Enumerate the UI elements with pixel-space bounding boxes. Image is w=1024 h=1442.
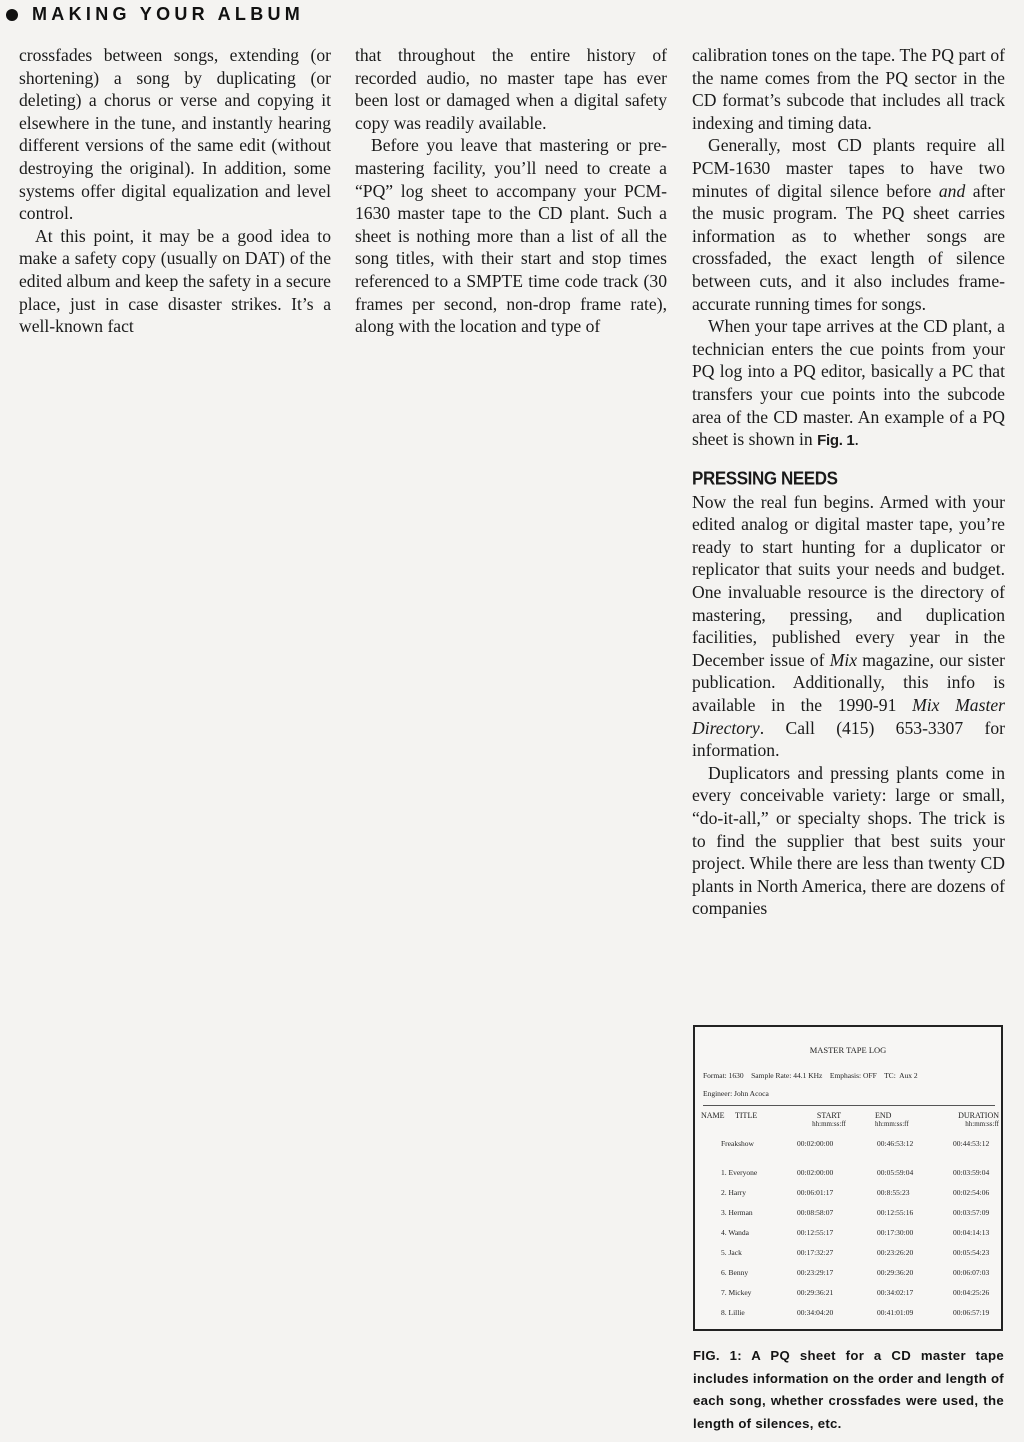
figure-reference: Fig. 1 (817, 432, 855, 450)
column-1 (19, 44, 331, 338)
figure-format-info: Format: 1630 Sample Rate: 44.1 KHz Emphasis: OFF TC: Aux 2 (703, 1071, 918, 1080)
paragraph: At this point, it may be a good idea to make a safety copy (usually on DAT) of the edited album and keep the safety in a secure place, just in case disaster strikes. It’s a well-known fact (19, 225, 331, 337)
paragraph: that throughout the entire history of recorded audio, no master tape has ever been lost or damaged when a digital safety copy was readily available. (355, 45, 667, 133)
section-heading: PRESSING NEEDS (692, 467, 838, 489)
running-head (6, 4, 304, 25)
column-3 (692, 44, 1005, 920)
column-2 (355, 44, 667, 338)
paragraph: When your tape arrives at the CD plant, a technician enters the cue points from your PQ log into a PQ editor, basically a PC that transfers your cue points into the subcode area of the CD master. An example of a PQ sheet is shown in Fig. 1. (692, 316, 1005, 450)
paragraph: Duplicators and pressing plants come in every conceivable variety: large or small, “do-it-all,” or specialty shops. The trick is to find the supplier that best suits your project. While there are less than twenty CD plants in North America, there are dozens of companies (692, 762, 1005, 919)
header-duration: DURATION hh:mm:ss:ff (958, 1111, 999, 1128)
emphasis: and (938, 180, 966, 201)
figure-title: MASTER TAPE LOG (809, 1045, 887, 1055)
running-head-text: MAKING YOUR ALBUM (32, 4, 305, 24)
paragraph: Before you leave that mastering or pre-mastering facility, you’ll need to create a “PQ” log sheet to accompany your PCM-1630 master tape to the CD plant. Such a sheet is nothing more than a list of all the song titles, with their start and stop times referenced to a SMPTE time code track (30 frames per second, non-drop frame rate), along with the location and type of (355, 135, 667, 337)
bullet-icon (6, 9, 18, 21)
figure-engineer: Engineer: John Acoca (703, 1089, 769, 1098)
header-title: TITLE (735, 1111, 758, 1120)
header-start: START hh:mm:ss:ff (812, 1111, 846, 1128)
divider (703, 1105, 995, 1106)
paragraph: Generally, most CD plants require all PCM-1630 master tapes to have two minutes of digital silence before and after the music program. The PQ sheet carries information as to whether songs are crossfaded, the exact length of silence between cuts, and it also includes frame-accurate running times for songs. (692, 135, 1006, 314)
paragraph: crossfades between songs, extending (or shortening) a song by duplicating (or deleting) a chorus or verse and copying it elsewhere in the tune, and instantly hearing different versions of the same edit (without destroying the original). In addition, some systems offer digital equalization and level control. (19, 45, 331, 224)
header-end: END hh:mm:ss:ff (875, 1111, 909, 1128)
paragraph: calibration tones on the tape. The PQ part of the name comes from the PQ sector in the CD format’s subcode that includes all track indexing and timing data. (692, 45, 1005, 133)
master-tape-log-figure: MASTER TAPE LOG Format: 1630 Sample Rate: 44.1 KHz Emphasis: OFF TC: Aux 2 Engineer: John Acoca NAME TITLE START hh:mm:ss:ff END hh:mm:ss:ff DURATION hh:mm:ss:ff Freakshow 00:02:00:00 00:46:53:12 00:44:53:12 1. Everyone 00:02:00:00 00:05:59:04 00:03:59:04 2. Harry 00:06:01:17 00:8:55:23 00:02:54:06 3. Herman 00:08:58:07 00:12:55:16 00:03:57:09 4. Wanda 00:12:55:17 00:17:30:00 00:04:14:13 5. Jack 00:17:32:27 00:23:26:20 00:05:54:23 6. Benny 00:23:29:17 00:29:36:20 00:06:07:03 7. Mickey 00:29:36:21 00:34:02:17 00:04:25:26 8. Lillie 00:34:04:20 00:41:01:09 00:06:57:19 (693, 1025, 1003, 1331)
paragraph: Now the real fun begins. Armed with your edited analog or digital master tape, you’re ready to start hunting for a duplicator or replicator that suits your needs and budget. One invaluable resource is the directory of mastering, pressing, and duplication facilities, published every year in the December issue of Mix magazine, our sister publication. Additionally, this info is available in the 1990-91 Mix Master Directory. Call (415) 653-3307 for information. (692, 491, 1005, 761)
figure-caption: FIG. 1: A PQ sheet for a CD master tape includes information on the order and length of each song, whether crossfades were used, the length of silences, etc. (693, 1348, 1004, 1431)
header-name: NAME (701, 1111, 725, 1120)
